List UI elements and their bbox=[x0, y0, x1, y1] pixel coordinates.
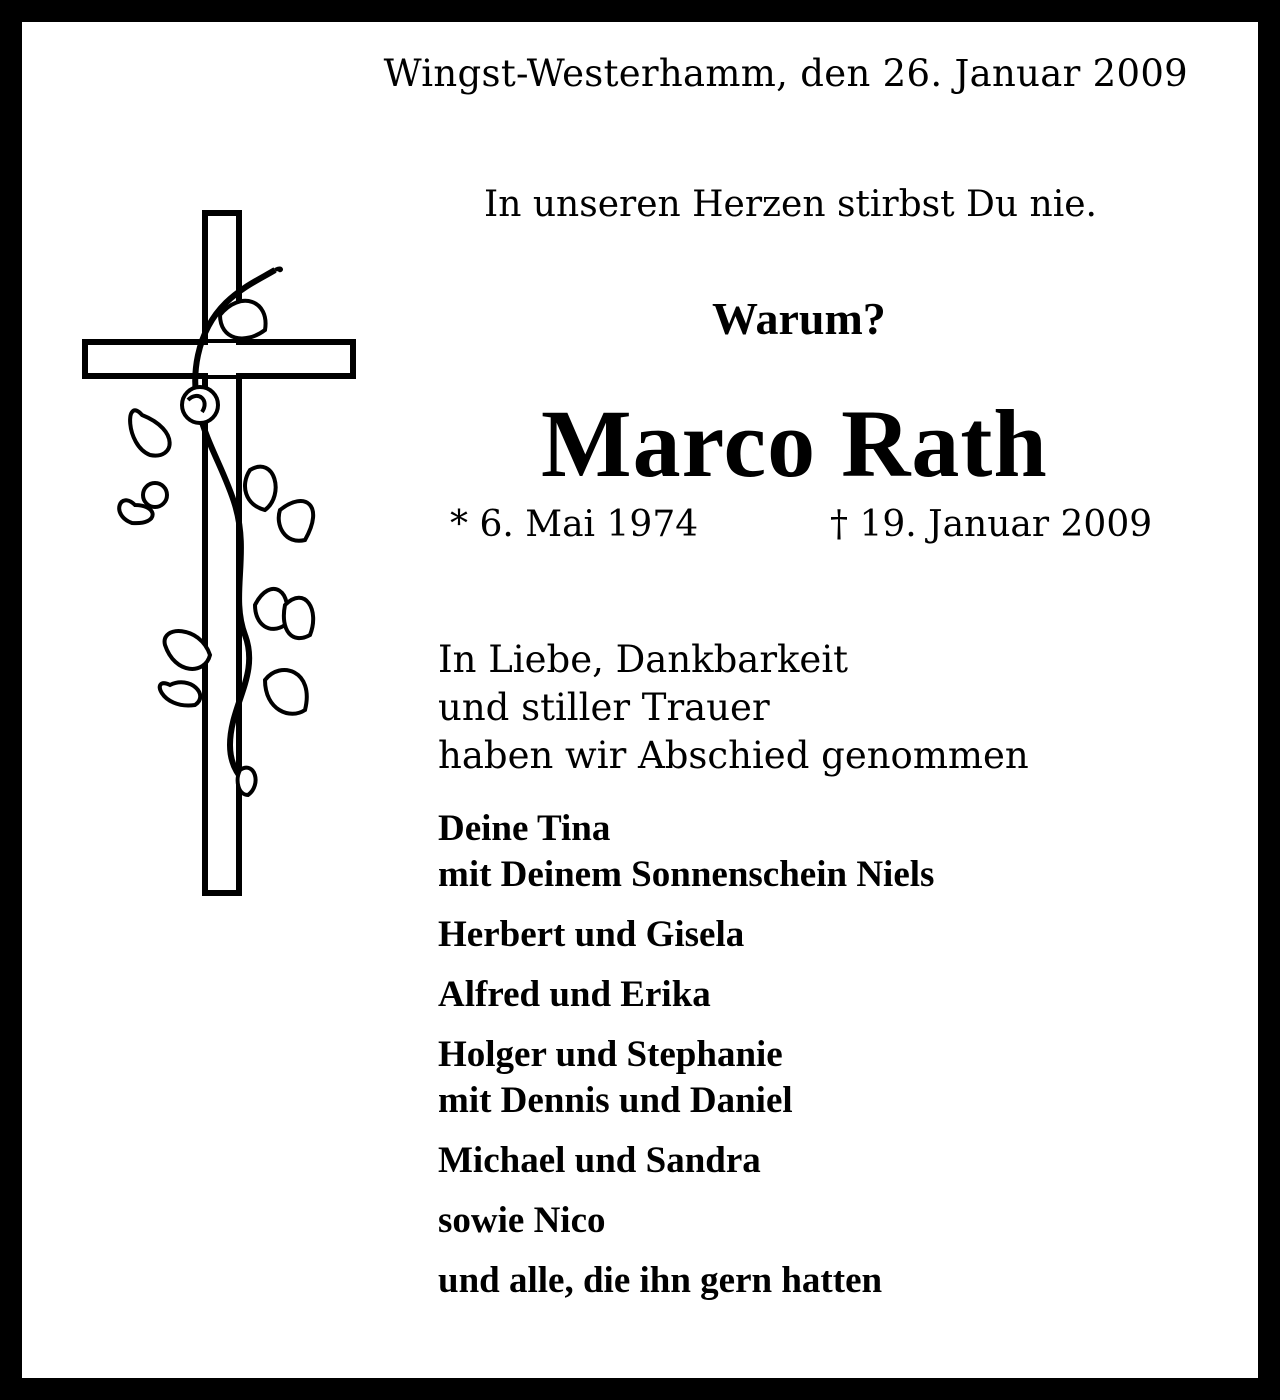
mourner-line: mit Dennis und Daniel bbox=[438, 1080, 793, 1121]
mourner-line: mit Deinem Sonnenschein Niels bbox=[438, 854, 935, 895]
mourner-group bbox=[438, 1258, 934, 1304]
mourning-line: haben wir Abschied genommen bbox=[438, 734, 1029, 777]
deceased-name: Marco Rath bbox=[541, 390, 1048, 497]
mourner-line: sowie Nico bbox=[438, 1200, 606, 1241]
mourner-line: Alfred und Erika bbox=[438, 974, 711, 1015]
mourner-list bbox=[438, 806, 934, 1304]
mourner-line: Holger und Stephanie bbox=[438, 1034, 783, 1075]
birth-date: * 6. Mai 1974 bbox=[450, 504, 699, 545]
mourner-group bbox=[438, 972, 934, 1018]
mourner-line: Herbert und Gisela bbox=[438, 914, 745, 955]
death-date: † 19. Januar 2009 bbox=[830, 504, 1153, 545]
mourner-group bbox=[438, 1198, 934, 1244]
question-heading: Warum? bbox=[712, 293, 886, 344]
mourning-line: In Liebe, Dankbarkeit bbox=[438, 638, 849, 681]
mourner-line: und alle, die ihn gern hatten bbox=[438, 1260, 883, 1301]
motto: In unseren Herzen stirbst Du nie. bbox=[484, 184, 1097, 225]
dateline: Wingst-Westerhamm, den 26. Januar 2009 bbox=[383, 52, 1188, 95]
mourner-line: Michael und Sandra bbox=[438, 1140, 761, 1181]
cross-with-rose-vine-icon bbox=[80, 205, 360, 900]
mourner-group bbox=[438, 806, 934, 898]
mourner-group bbox=[438, 1138, 934, 1184]
mourner-group bbox=[438, 1032, 934, 1124]
mourner-group bbox=[438, 912, 934, 958]
mourning-text bbox=[438, 636, 1029, 780]
mourner-line: Deine Tina bbox=[438, 808, 611, 849]
mourning-line: und stiller Trauer bbox=[438, 686, 770, 729]
